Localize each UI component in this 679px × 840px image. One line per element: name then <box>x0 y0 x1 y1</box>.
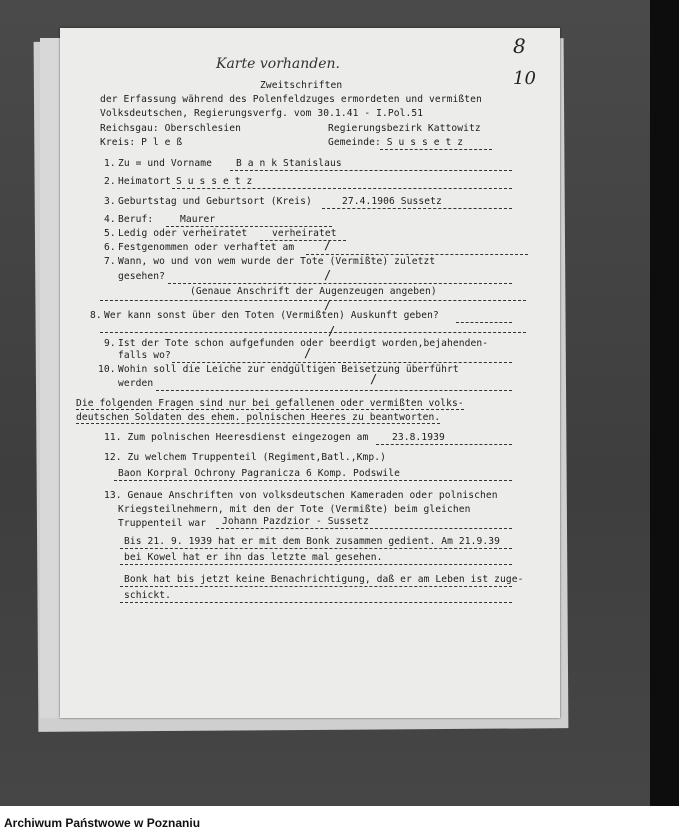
item-13-line-2: Kriegsteilnehmern, mit den der Tote (Vermißte) beim gleichen <box>118 504 471 515</box>
form-title: Zweitschriften <box>260 80 343 91</box>
item-8-value: / <box>328 324 336 338</box>
item-13-line <box>216 528 512 529</box>
answer-line-3: Bonk hat bis jetzt keine Benachrichtigung, daß er am Leben ist zuge- <box>124 574 524 585</box>
item-9-label: Ist der Tote schon aufgefunden oder beerdigt worden,bejahenden- <box>118 338 489 349</box>
item-13-value: Johann Pazdzior - Sussetz <box>222 516 369 527</box>
item-7-value: / <box>324 268 332 282</box>
item-9-line <box>172 362 512 363</box>
answer-underline-1 <box>120 548 512 549</box>
item-7-note-line <box>100 300 526 301</box>
item-10-label: Wohin soll die Leiche zur endgültigen Beisetzung überführt <box>118 364 459 375</box>
item-11-label: 11. Zum polnischen Heeresdienst eingezogen am <box>104 432 369 443</box>
item-9-label-2: falls wo? <box>118 350 171 361</box>
page-number-top: 8 <box>513 34 526 58</box>
item-1-line <box>230 170 512 171</box>
item-4-label: Beruf: <box>118 214 154 225</box>
item-5-value: verheiratet <box>272 228 337 239</box>
item-4-value: Maurer <box>180 214 216 225</box>
item-11-line <box>376 444 512 445</box>
answer-line-4: schickt. <box>124 590 172 601</box>
answer-line-1: Bis 21. 9. 1939 hat er mit dem Bonk zusammen gedient. Am 21.9.39 <box>124 536 501 547</box>
item-3-number: 3. <box>104 196 116 207</box>
gemeinde: Gemeinde: S u s s e t z <box>328 137 464 148</box>
item-8-line <box>456 322 512 323</box>
item-8-line-2 <box>100 332 526 333</box>
item-7-label: Wann, wo und von wem wurde der Tote (Vermißte) zuletzt <box>118 256 436 267</box>
archive-label: Archiwum Państwowe w Poznaniu <box>4 816 201 830</box>
item-3-label: Geburtstag und Geburtsort (Kreis) <box>118 196 312 207</box>
reichsgau: Reichsgau: Oberschlesien <box>100 123 242 134</box>
answer-underline-2 <box>120 564 512 565</box>
document-page <box>60 28 560 718</box>
item-12-label: 12. Zu welchem Truppenteil (Regiment,Batl.,Kmp.) <box>104 452 387 463</box>
item-3-value: 27.4.1906 Sussetz <box>342 196 442 207</box>
item-8-label: Wer kann sonst über den Toten (Vermißten) Auskunft geben? <box>104 310 439 321</box>
item-1-label: Zu = und Vorname <box>118 158 213 169</box>
item-5-number: 5. <box>104 228 116 239</box>
item-4-line <box>166 226 332 227</box>
item-6-value: / <box>324 238 332 252</box>
item-10-line <box>156 390 512 391</box>
handwritten-note: Karte vorhanden. <box>216 56 340 72</box>
scan-right-edge <box>650 0 679 806</box>
form-subtitle-2: Volksdeutschen, Regierungsverfg. vom 30.1.41 - I.Pol.51 <box>100 108 424 119</box>
item-9-value: / <box>304 346 312 360</box>
gemeinde-underline <box>380 149 492 150</box>
item-8-number: 8. <box>90 310 102 321</box>
item-7-note: (Genaue Anschrift der Augenzeugen angeben) <box>190 286 437 297</box>
item-12-line <box>114 480 512 481</box>
item-3-line <box>322 208 512 209</box>
item-2-line <box>172 188 512 189</box>
item-5-label: Ledig oder verheiratet <box>118 228 248 239</box>
item-10-value: / <box>370 372 378 386</box>
item-9-number: 9. <box>104 338 116 349</box>
item-2-value: S u s s e t z <box>176 176 253 187</box>
item-6-label: Festgenommen oder verhaftet am <box>118 242 295 253</box>
item-6-number: 6. <box>104 242 116 253</box>
item-12-value: Baon Korpral Ochrony Pagranicza 6 Komp. Podswile <box>118 468 401 479</box>
item-11-value: 23.8.1939 <box>392 432 445 443</box>
item-10-label-2: werden <box>118 378 154 389</box>
item-7-slash-2: / <box>324 298 332 312</box>
item-2-label: Heimatort <box>118 176 171 187</box>
item-6-line <box>306 254 528 255</box>
item-5-line <box>260 240 346 241</box>
soldier-note-2: deutschen Soldaten des ehem. polnischen Heeres zu beantworten. <box>76 412 441 423</box>
item-1-value: B a n k Stanislaus <box>236 158 342 169</box>
item-7-number: 7. <box>104 256 116 267</box>
item-10-number: 10. <box>98 364 116 375</box>
answer-line-2: bei Kowel hat er ihn das letzte mal gesehen. <box>124 552 383 563</box>
item-13-line-3: Truppenteil war <box>118 518 207 529</box>
answer-underline-3 <box>120 586 512 587</box>
regierungsbezirk: Regierungsbezirk Kattowitz <box>328 123 481 134</box>
kreis: Kreis: P l e ß <box>100 137 183 148</box>
item-7-label-2: gesehen? <box>118 271 166 282</box>
item-2-number: 2. <box>104 176 116 187</box>
item-13-line-1: 13. Genaue Anschriften von volksdeutschen Kameraden oder polnischen <box>104 490 498 501</box>
item-7-line <box>168 283 512 284</box>
item-1-number: 1. <box>104 158 116 169</box>
answer-underline-4 <box>120 602 512 603</box>
page-number-second: 10 <box>513 68 536 89</box>
soldier-note-1: Die folgenden Fragen sind nur bei gefallenen oder vermißten volks- <box>76 398 464 409</box>
form-subtitle-1: der Erfassung während des Polenfeldzuges ermordeten und vermißten <box>100 94 482 105</box>
item-4-number: 4. <box>104 214 116 225</box>
